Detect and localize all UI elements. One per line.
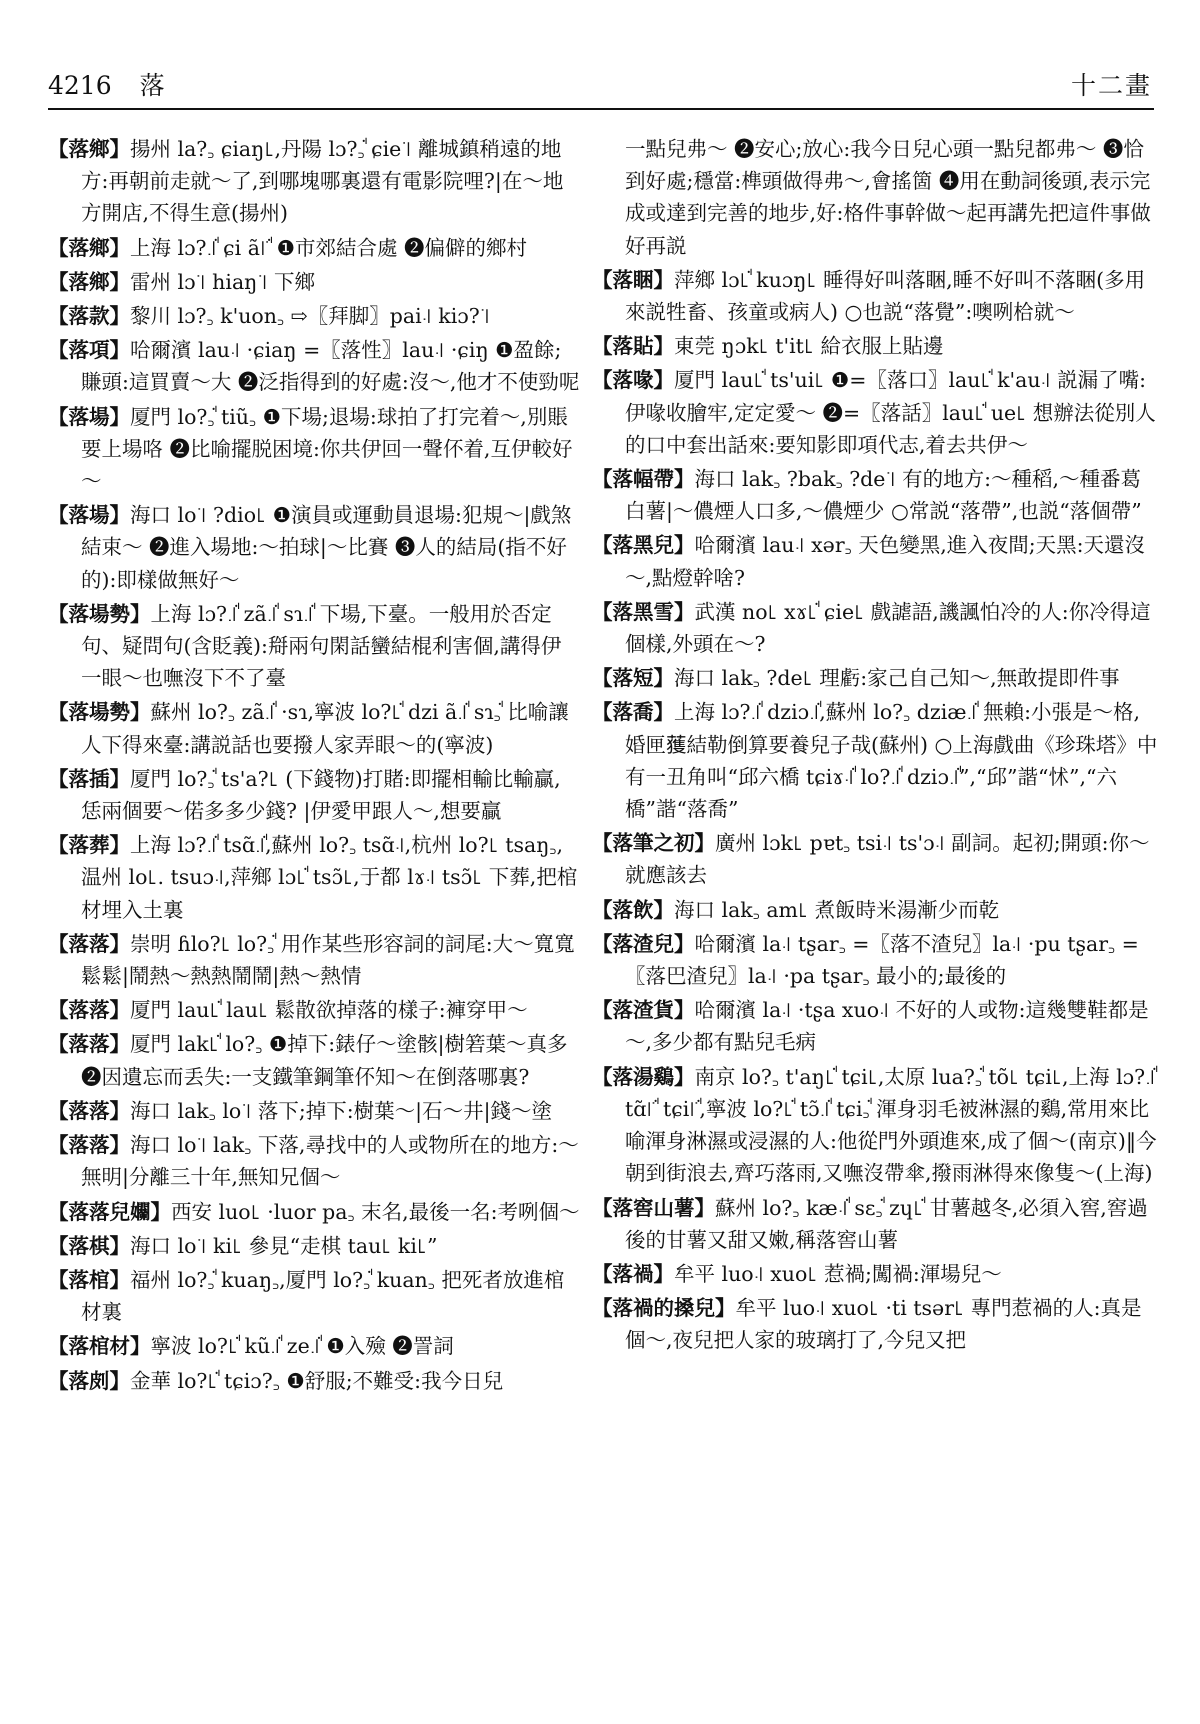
entry-headword: 【落貼】: [592, 334, 674, 359]
entry-headword: 【落筆之初】: [592, 831, 715, 856]
dictionary-entry: [48, 401, 580, 498]
entry-definition: 牟平 luo꜋ xuo꜖ ·ti tsər꜖ 專門惹禍的人:真是個～,夜兒把人家的玻璃打了,今兒又把: [625, 1296, 1142, 1353]
entry-headword: 【落㓟】: [48, 1368, 130, 1393]
entry-definition: 蘇州 lo?꜆ kæ꜋ꜗ sɛ꜆ꜗ zɥ꜖ꜗ 甘薯越冬,必須入窖,窖過後的甘薯又甜又嫩,稱落窖山薯: [625, 1195, 1148, 1252]
dictionary-entry: [592, 264, 1158, 328]
entry-definition: 海口 lo꜈ ?dio꜖ ❶演員或運動員退場:犯規～|戲煞結束～ ❷進入場地:～拍球|～比賽 ❸人的結局(指不好的):即樣做無好～: [81, 503, 572, 592]
entry-headword: 【落渣兒】: [592, 931, 695, 956]
entry-headword: 【落落】: [48, 1098, 130, 1123]
entry-headword: 【落款】: [48, 304, 130, 329]
entry-definition: 哈爾濱 la꜋ ·tʂa xuo꜋ 不好的人或物:這幾雙鞋都是～,多少都有點兒毛病: [625, 998, 1149, 1055]
dictionary-entry: [48, 1129, 580, 1193]
dictionary-entry: [48, 1028, 580, 1092]
dictionary-entry: [592, 1061, 1158, 1190]
entry-definition: 厦門 lau꜖ꜗ ts'ui꜖ ❶=〖落口〗lau꜖ꜗ k'au꜋ 説漏了嘴:伊喙收膾牢,定定愛～ ❷=〖落話〗lau꜖ꜗ ue꜖ 想辦法從別人的口中套出話來:要知影即項代志,着去共伊～: [625, 368, 1156, 457]
entry-definition: 金華 lo?꜖ꜗ tɕiɔ?꜆ ❶舒服;不難受:我今日兒: [130, 1368, 504, 1393]
entry-definition: 牟平 luo꜋ xuo꜖ 惹禍;闖禍:渾場兒～: [674, 1261, 1002, 1286]
page-number: 4216: [48, 71, 112, 100]
entry-definition: 海口 lak꜆ lo꜈ 落下;掉下:樹葉～|石～井|錢～塗: [130, 1098, 552, 1123]
entry-headword: 【落落】: [48, 998, 130, 1023]
dictionary-entry: [48, 928, 580, 992]
entry-headword: 【落湯鷄】: [592, 1064, 695, 1089]
dictionary-entry: [48, 1264, 580, 1328]
dictionary-entry: [592, 894, 1158, 926]
left-column: [48, 133, 580, 1399]
dictionary-entry: [48, 994, 580, 1026]
entry-definition: 萍鄉 lɔ꜖ꜗ kuɔŋ꜖ 睡得好叫落睏,睡不好叫不落睏(多用來説牲畜、孩童或病人) ○也説“落覺”:噢咧㭘就～: [625, 267, 1146, 325]
entry-definition: 福州 lo?꜆ꜗ kuaŋ꜆,厦門 lo?꜆ꜗ kuan꜆ 把死者放進棺材裏: [81, 1267, 565, 1325]
entry-headword: 【落棺材】: [48, 1334, 151, 1359]
entry-headword: 【落幅帶】: [592, 467, 695, 492]
dictionary-entry: [592, 133, 1158, 262]
dictionary-entry: [592, 662, 1158, 694]
dictionary-entry: [48, 232, 580, 264]
entry-definition: 東莞 ŋɔk꜖ t'it꜖ 給衣服上貼邊: [674, 334, 944, 359]
entry-headword: 【落睏】: [592, 267, 674, 292]
entry-headword: 【落鄉】: [48, 269, 130, 294]
entry-headword: 【落短】: [592, 666, 674, 691]
entry-definition: 武漢 no꜖ xɤ꜖ꜗ ɕie꜖ 戲謔語,譏諷怕冷的人:你冷得這個樣,外頭在～?: [625, 599, 1151, 657]
dictionary-entry: [592, 330, 1158, 362]
entry-headword: 【落鄉】: [48, 235, 130, 260]
dictionary-entry: [48, 300, 580, 332]
entry-definition: 南京 lo?꜆ t'aŋ꜖ꜗ tɕi꜖,太原 lua?꜆ꜗ tõ꜖ tɕi꜖,上海 lɔ?꜌ꜗ tɑ̃꜍ꜗ tɕi꜍ꜗ,寧波 lo?꜖ꜗ tɔ̃꜌ꜗ tɕi꜆ꜗ 渾身羽毛被淋濕的鷄,常用來比喻渾身淋濕或浸濕的人:他從門外頭進來,成了個～(南京)‖今朝到街浪去,齊巧落雨,又嘸沒帶傘,撥雨淋得來像隻～(上海): [625, 1064, 1157, 1186]
section-label: 十二畫: [1070, 71, 1152, 100]
entry-definition: 上海 lɔ?꜌ꜗ tsɑ̃꜌ꜗ,蘇州 lo?꜆ tsɑ̃꜋,杭州 lo?꜖ tsaŋ꜆,温州 lo꜖. tsuɔ꜋,萍鄉 lɔ꜖ꜗ tsɔ̃꜖,于都 lɤ꜋ tsɔ̃꜖ 下葬,把棺材埋入土裏: [81, 833, 578, 922]
entry-definition: 揚州 la?꜆ ɕiaŋ꜖,丹陽 lɔ?꜆ꜗ ɕie꜈ 離城鎮稍遠的地方:再朝前走就～了,到哪塊哪裏還有電影院哩?|在～地方開店,不得生意(揚州): [81, 137, 564, 226]
dictionary-entry: [48, 266, 580, 298]
dictionary-entry: [48, 763, 580, 827]
entry-headword: 【落棺】: [48, 1267, 130, 1292]
entry-definition: 寧波 lo?꜖ꜗ kũ꜌ꜗ ze꜌ꜗ ❶入殮 ❷詈詞: [150, 1334, 454, 1359]
dictionary-entry: [592, 928, 1158, 992]
entry-headword: 【落場】: [48, 404, 130, 429]
entry-definition: 一點兒弗～ ❷安心;放心:我今日兒心頭一點兒都弗～ ❸恰到好處;穩當:榫頭做得弗～,會搖箇 ❹用在動詞後頭,表示完成或達到完善的地步,好:格件事幹做～起再講先把這件事做好再説: [625, 137, 1151, 258]
entry-headword: 【落落】: [48, 1133, 130, 1158]
entry-headword: 【落項】: [48, 338, 130, 363]
header-left: [48, 66, 165, 102]
dictionary-entry: [592, 364, 1158, 461]
entry-definition: 西安 luo꜖ ·luor pa꜆ 末名,最後一名:考咧個～: [171, 1199, 580, 1224]
entry-headword: 【落落】: [48, 1032, 130, 1057]
entry-headword: 【落葬】: [48, 833, 130, 858]
dictionary-entry: [48, 598, 580, 695]
dictionary-entry: [592, 1292, 1158, 1356]
dictionary-entry: [48, 499, 580, 596]
dictionary-entry: [48, 696, 580, 760]
entry-headword: 【落渣貨】: [592, 998, 695, 1023]
entry-headword: 【落場勢】: [48, 601, 151, 626]
entry-definition: 哈爾濱 lau꜋ xər꜆ 天色變黑,進入夜間;天黑:天還沒～,點燈幹啥?: [625, 533, 1146, 590]
dictionary-entry: [48, 1330, 580, 1362]
entry-definition: 海口 lo꜈ lak꜆ 下落,尋找中的人或物所在的地方:～無明|分離三十年,無知兄個～: [81, 1133, 579, 1190]
entry-headword: 【落喙】: [592, 368, 674, 393]
entry-definition: 崇明 ɦlo?꜖ lo?꜆ꜗ 用作某些形容詞的詞尾:大～寬寬鬆鬆|鬧熱～熱熱鬧鬧|熱～熱情: [81, 931, 575, 989]
running-headword: 落: [139, 71, 165, 100]
entry-headword: 【落落兒𡤡】: [48, 1199, 171, 1224]
dictionary-entry: [48, 1095, 580, 1127]
entry-headword: 【落禍的搡兒】: [592, 1296, 736, 1321]
entry-definition: 蘇州 lo?꜆ zã꜌ꜗ ·sɿ,寧波 lo?꜖ꜗ dzi ã꜌ꜗ sɿ꜆ꜗ 比喻讓人下得來臺:講説話也要撥人家弄眼～的(寧波): [81, 700, 569, 757]
entry-headword: 【落落】: [48, 931, 130, 956]
entry-definition: 海口 lo꜈ ki꜖ 參見“走棋 tau꜖ ki꜖”: [130, 1233, 438, 1258]
entry-definition: 厦門 lak꜖ꜗ lo?꜆ ❶掉下:錶仔～塗骸|樹箬葉～真多 ❷因遺忘而丢失:一支鐵筆鋼筆伓知～在倒落哪裏?: [81, 1032, 568, 1089]
entry-definition: 厦門 lau꜖ꜗ lau꜖ 鬆散欲掉落的樣子:褲穿甲～: [130, 998, 528, 1023]
entry-definition: 哈爾濱 la꜋ tʂar꜆ =〖落不渣兒〗la꜋ ·pu tʂar꜆ =〖落巴渣兒〗la꜋ ·pa tʂar꜆ 最小的;最後的: [625, 931, 1139, 989]
dictionary-entry: [592, 463, 1158, 527]
dictionary-entry: [48, 133, 580, 230]
entry-definition: 海口 lak꜆ ?de꜖ 理虧:家己自己知～,無敢提即件事: [674, 666, 1120, 691]
dictionary-entry: [48, 1230, 580, 1262]
dictionary-entry: [592, 1258, 1158, 1290]
entry-headword: 【落飲】: [592, 897, 674, 922]
entry-definition: 廣州 lɔk꜖ pɐt꜆ tsi꜋ ts'ɔ꜋ 副詞。起初;開頭:你～就應該去: [625, 831, 1150, 888]
dictionary-entry: [592, 994, 1158, 1058]
entry-headword: 【落插】: [48, 766, 130, 791]
entry-headword: 【落禍】: [592, 1261, 674, 1286]
entry-headword: 【落窖山薯】: [592, 1195, 715, 1220]
dictionary-entry: [48, 334, 580, 398]
entry-headword: 【落場】: [48, 503, 130, 528]
entry-definition: 雷州 lɔ꜈ hiaŋ꜈ 下鄉: [130, 269, 315, 294]
entry-headword: 【落棋】: [48, 1233, 130, 1258]
entry-definition: 上海 lɔ?꜌ꜗ dziɔ꜌ꜗ,蘇州 lo?꜆ dziæ꜌ꜗ 無賴:小張是～格,婚匣𫉬結勒倒算要養兒子哉(蘇州) ○上海戲曲《珍珠塔》中有一丑角叫“邱六橋 tɕiɤ꜋ꜗ lo?꜌ꜗ dziɔ꜌ꜗ”,“邱”諧“怵”,“六橋”諧“落喬”: [625, 700, 1158, 822]
entry-definition: 上海 lɔ?꜌ꜗ ɕi ã꜍ꜗ ❶市郊結合處 ❷偏僻的鄉村: [130, 235, 527, 260]
entry-definition: 哈爾濱 lau꜋ ·ɕiaŋ =〖落性〗lau꜋ ·ɕiŋ ❶盈餘;賺頭:這買賣～大 ❷泛指得到的好處:沒～,他才不使勁呢: [81, 338, 580, 395]
dictionary-entry: [592, 596, 1158, 660]
entry-definition: 黎川 lɔ?꜆ k'uon꜆ ⇨〖拜脚〗pai꜋ kiɔ?꜈: [130, 304, 490, 329]
entry-headword: 【落鄉】: [48, 137, 130, 161]
entry-headword: 【落場勢】: [48, 700, 151, 725]
entry-definition: 海口 lak꜆ ?bak꜆ ?de꜈ 有的地方:～種稻,～種番葛白薯|～儂煙人口多,～儂煙少 ○常説“落帶”,也説“落個帶”: [625, 467, 1142, 524]
entry-definition: 海口 lak꜆ am꜖ 煮飯時米湯漸少而乾: [674, 897, 1000, 922]
dictionary-entry: [48, 1365, 580, 1397]
entry-headword: 【落喬】: [592, 700, 674, 725]
dictionary-entry: [592, 529, 1158, 593]
entry-definition: 厦門 lo?꜆ꜗ ts'a?꜖ (下錢物)打賭:即擺相輸比輸贏,恁兩個要～偌多多少錢? |伊愛甲跟人～,想要贏: [81, 766, 561, 824]
dictionary-entry: [48, 829, 580, 926]
entry-headword: 【落黑雪】: [592, 599, 695, 624]
dictionary-entry: [592, 1192, 1158, 1256]
dictionary-entry: [592, 827, 1158, 891]
page-header: [48, 68, 1154, 110]
entry-definition: 上海 lɔ?꜌ꜗ zã꜌ꜗ sɿ꜌ꜗ 下場,下臺。一般用於否定句、疑問句(含貶義):搿兩句閑話蠻結棍利害個,講得伊一眼～也嘸沒下不了臺: [81, 601, 562, 691]
right-column: [592, 133, 1158, 1359]
dictionary-entry: [48, 1196, 580, 1228]
dictionary-entry: [592, 696, 1158, 825]
entry-definition: 厦門 lo?꜆ꜗ tiũ꜆ ❶下場;退場:球拍了打完着～,別賬要上場咯 ❷比喻擺脱困境:你共伊回一聲伓着,互伊較好～: [81, 404, 573, 494]
entry-headword: 【落黑兒】: [592, 533, 695, 558]
